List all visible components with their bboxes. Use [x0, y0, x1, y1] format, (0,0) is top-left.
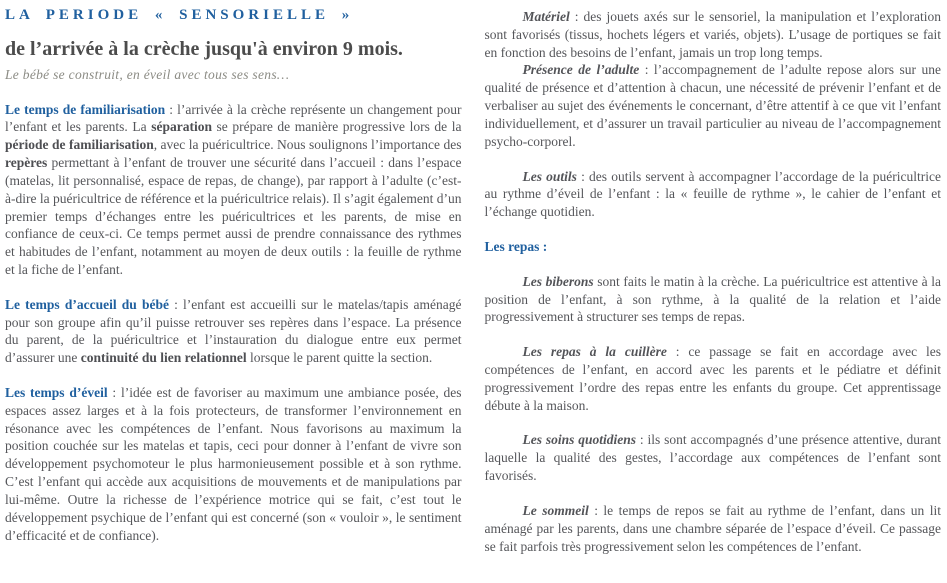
text-segment: continuité du lien relationnel — [80, 350, 247, 366]
tagline: Le bébé se construit, en éveil avec tous ses sens… — [5, 66, 290, 82]
text-segment: sont faits le matin à la crèche. La puéricultrice est attentive à la position de l’enfant, à son rythme, à la qualité de la relation et l’aide progressivement à structurer ses temps de repas. — [484, 273, 942, 325]
page-subtitle: de l’arrivée à la crèche jusqu'à environ 9 mois. — [5, 37, 403, 60]
text-segment: : des outils servent à accompagner l’accordage de la puéricultrice au rythme d’éveil de l’enfant : la « feuille de rythme », le cahier de l’enfant et l’échange quotidien. — [484, 168, 941, 220]
paragraph — [5, 101, 462, 279]
left-column-paragraphs — [5, 101, 462, 545]
text-segment: : ils sont accompagnés d’une présence attentive, durant laquelle la qualité des gestes, l’accordage aux compétences de l’enfant sont favorisés. — [484, 432, 941, 484]
text-segment: Les repas à la cuillère — [522, 344, 667, 360]
text-segment: période de familiarisation — [5, 137, 154, 153]
page-title: LA PERIODE « SENSORIELLE » — [5, 7, 354, 23]
text-segment: Le temps d’accueil du bébé — [5, 296, 169, 312]
text-segment: : ce passage se fait en accordage avec les compétences de l’enfant, en accord avec les parents et le pédiatre et définit progressivement l’ordre des repas entre les enfants du groupe. Cet apprentissage débute à la maison. — [484, 344, 942, 413]
text-segment: séparation — [151, 119, 212, 135]
text-segment: Matériel — [522, 9, 570, 24]
paragraph — [485, 8, 942, 61]
text-segment: Les outils — [522, 168, 577, 184]
paragraph — [485, 502, 942, 555]
paragraph — [485, 238, 942, 256]
paragraph — [485, 168, 942, 221]
text-segment: , avec la puéricultrice. Nous soulignons l’importance des — [153, 137, 462, 153]
text-segment: : le temps de repos se fait au rythme de l’enfant, dans un lit aménagé par les parents, dans une chambre séparée de l’espace d’éveil. Ce passage se fait parfois très progressivement selon les compétences de l’enfant. — [484, 502, 941, 554]
paragraph — [485, 431, 942, 484]
paragraph — [485, 343, 942, 414]
text-segment: : — [539, 238, 548, 254]
left-column — [5, 6, 462, 583]
text-segment: : des jouets axés sur le sensoriel, la manipulation et l’exploration sont favorisés (tissus, hochets légers et variés, objets). L’usage de portiques se fait en fonction des besoins de l’enfant, jamais un trop long temps. — [484, 9, 941, 60]
text-segment: Présence de l’adulte — [522, 62, 640, 78]
text-segment: : l’accompagnement de l’adulte repose alors sur une qualité de présence et d’attention à chacun, une nécessité de prévenir l’enfant et de verbaliser au sujet des événements le concernant, d’être attentif à ce que vit l’enfant individuellement, et d’assurer un travail particulier au niveau de l’accompagnement psycho-corporel. — [484, 62, 941, 149]
text-segment: repères — [5, 155, 48, 171]
paragraph — [485, 273, 942, 326]
text-segment: Les soins quotidiens — [522, 432, 637, 448]
right-column — [485, 6, 942, 583]
paragraph — [485, 61, 942, 150]
text-segment: permettant à l’enfant de trouver une sécurité dans l’accueil : dans l’espace (matelas, lit personnalisé, espace de repas, de change), par rapport à l’adulte (c’est-à-dire la puéricultrice de référence et la puéricultrice relais). Il s’agit également d’un premier temps d’échanges entre les puéricultrices et les parents, de mise en confiance de ceux-ci. Ce temps permet aussi de prendre connaissance des rythmes et habitudes de l’enfant, notamment au moyen de deux outils : la feuille de rythme et la fiche de l’enfant. — [5, 155, 462, 277]
paragraph — [5, 384, 462, 544]
text-segment: Les biberons — [522, 273, 594, 289]
text-segment: Le sommeil — [522, 502, 589, 518]
text-segment: lorsque le parent quitte la section. — [246, 350, 433, 366]
paragraph — [5, 296, 462, 367]
text-segment: se prépare de manière progressive lors de la — [211, 119, 462, 135]
text-segment: : l’arrivée à la crèche représente un changement pour l’enfant et les parents. La — [5, 101, 462, 135]
right-column-paragraphs — [485, 8, 942, 555]
text-segment: : l’idée est de favoriser au maximum une ambiance posée, des espaces assez larges et à la fois protecteurs, de transformer l’environnement en résonance avec les compétences de l’enfant. Nous favorisons au maximum la position couchée sur les matelas et tapis, ceci pour donner à l’enfant de vivre son développement psychomoteur le plus harmonieusement possible et à son rythme. C’est l’enfant qui accède aux acquisitions de mouvements et de manipulations par lui-même. Outre la richesse de l’expérience motrice qui se fait, c’est tout le développement psychique de l’enfant qui est concerné (son « vouloir », le sentiment d’efficacité et de confiance). — [5, 385, 462, 543]
text-segment: Le temps de familiarisation — [5, 101, 166, 117]
text-segment: Les repas — [484, 238, 540, 254]
text-segment: : l’enfant est accueilli sur le matelas/tapis aménagé pour son groupe afin qu’il puisse retrouver ses repères dans l’espace. La présence du parent, de la puéricultrice et l’instauration du dialogue entre eux permet d’assurer une — [5, 296, 462, 366]
text-segment: Les temps d’éveil — [5, 385, 108, 400]
